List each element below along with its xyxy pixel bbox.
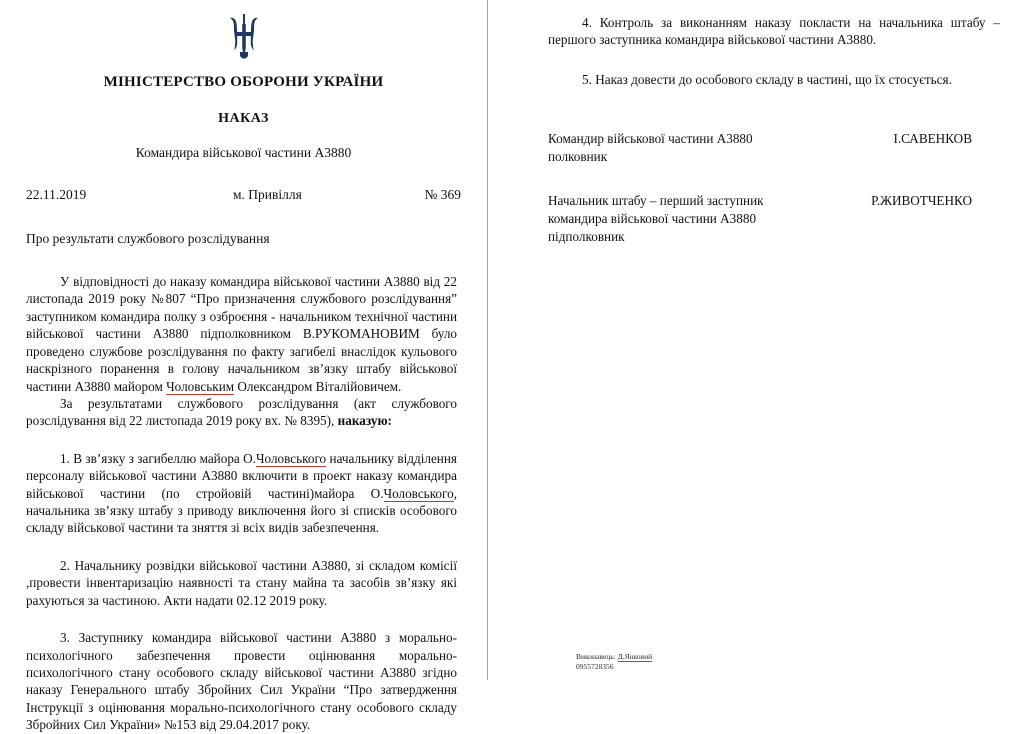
- result-lead-text: За результатами службового розслідування (акт службового розслідування від 22 листопада 2019 року вх. № 8395),: [26, 395, 457, 429]
- signature-block-chief-of-staff: [548, 192, 1000, 245]
- commander-subheading: Командира військової частини А3880: [135, 145, 352, 160]
- signature-block-commander: [548, 130, 1000, 166]
- signature-name: Р.ЖИВОТЧЕНКО: [871, 192, 972, 208]
- item1-text-c: , начальника зв’язку штабу з приводу виключення його зі списків особового складу військової частини та зняття зі всіх видів забезпечення.: [26, 485, 457, 536]
- intro-text-a: У відповідності до наказу командира військової частини А3880 від 22 листопада 2019 року №807 “Про призначення службового розслідування” заступником командира полку з озброєння - начальником технічної частини військової частини А3880 підполковником В.РУКОМАНОВИМ було проведено службове розслідування по факту загибелі внаслідок кульового наскрізного поранення в голову начальником зв’язку штабу військової частини А3880 майором: [26, 274, 457, 394]
- order-item-2: 2. Начальнику розвідки військової частини А3880, зі складом комісії ,провести інвентаризацію наявності та стану майна та засобів зв’язку які рахуються за частиною. Акти надати 02.12 2019 року.: [26, 557, 457, 608]
- ministry-title: МІНІСТЕРСТВО ОБОРОНИ УКРАЇНИ: [103, 74, 384, 90]
- executor-note: [576, 652, 652, 673]
- item1-underlined-name-1: Чоловського: [255, 450, 327, 466]
- item1-underlined-name-2: Чоловського: [383, 485, 454, 501]
- order-place: м. Привілля: [232, 187, 302, 202]
- signature-name: І.САВЕНКОВ: [893, 131, 972, 147]
- executor-phone: 0955728356: [576, 662, 614, 672]
- document-left-column: [0, 0, 487, 733]
- ukraine-trident-emblem: [0, 0, 487, 60]
- executor-name: Д.Янковий: [617, 651, 653, 661]
- order-verb: наказую:: [337, 413, 392, 429]
- order-body: [0, 273, 487, 734]
- order-meta-row: [0, 187, 487, 203]
- order-item-3: 3. Заступнику командира військової частини А3880 з морально-психологічного забезпечення провести оцінювання морально-психологічного стану особового складу військової частини А3880 згідно наказу Генерального штабу Збройних Сил України “Про затвердження Інструкції з оцінювання морально-психологічного стану особового складу Збройних Сил України» №153 від 29.04.2017 року.: [26, 630, 457, 733]
- signature-area: [488, 130, 1024, 245]
- intro-text-b: Олександром Віталійовичем.: [234, 378, 402, 394]
- document-right-column: [488, 0, 1024, 680]
- signature-title-line: Командир військової частини А3880: [548, 131, 753, 147]
- order-body-continued: [488, 0, 1024, 88]
- intro-paragraph: [26, 273, 457, 395]
- order-item-4: 4. Контроль за виконанням наказу покласти на начальника штабу – першого заступника командира військової частини А3880.: [548, 15, 1000, 48]
- order-item-5: 5. Наказ довести до особового складу в частині, що їх стосується.: [582, 71, 952, 87]
- intro-underlined-name: Чоловським: [166, 378, 235, 394]
- order-subject: Про результати службового розслідування: [26, 231, 270, 246]
- order-date: 22.11.2019: [26, 187, 87, 202]
- result-paragraph: [26, 395, 457, 430]
- item1-text-b: начальнику відділення персоналу військової частини А3880 включити в проект наказу командира військової частини (по стройовій частині)майора О.: [26, 450, 457, 501]
- signature-rank-line: підполковник: [548, 228, 625, 244]
- signature-title-line: Начальник штабу – перший заступник: [548, 192, 764, 208]
- signature-rank-line: полковник: [548, 149, 608, 165]
- order-number: № 369: [424, 187, 461, 202]
- order-heading: НАКАЗ: [218, 111, 269, 126]
- item1-text-a: 1. В зв’язку з загибеллю майора О.: [60, 450, 256, 466]
- order-item-1: [26, 450, 457, 537]
- executor-label: Виконавець:: [576, 651, 616, 661]
- signature-title-line-2: командира військової частини А3880: [548, 210, 757, 226]
